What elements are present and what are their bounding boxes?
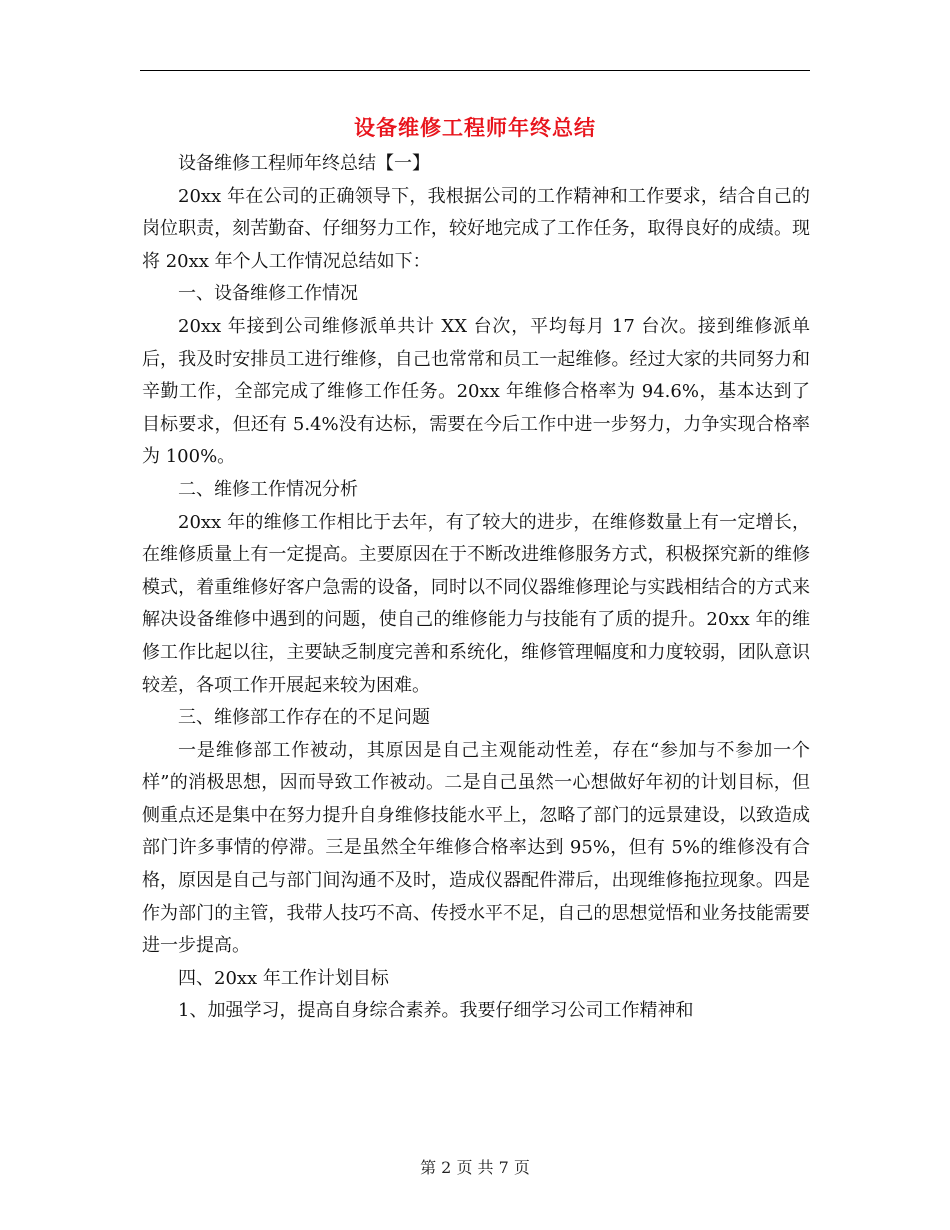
section-heading: 二、维修工作情况分析 — [178, 478, 358, 500]
section-heading: 设备维修工程师年终总结【一】 — [178, 153, 430, 174]
section-heading: 一、设备维修工作情况 — [178, 283, 358, 305]
document-body — [142, 148, 810, 1028]
section-heading: 三、维修部工作存在的不足问题 — [178, 707, 430, 729]
section-heading: 四、20xx 年工作计划目标 — [178, 967, 389, 989]
body-paragraph: 20xx 年的维修工作相比于去年，有了较大的进步，在维修数量上有一定增长，在维修质量上有一定提高。主要原因在于不断改进维修服务方式，积极探究新的维修模式，着重维修好客户急需的设备，同时以不同仪器维修理论与实践相结合的方式来解决设备维修中遇到的问题，使自己的维修能力与技能有了质的提升。20xx 年的维修工作比起以往，主要缺乏制度完善和系统化，维修管理幅度和力度较弱，团队意识较差，各项工作开展起来较为困难。 — [142, 511, 810, 696]
body-paragraph: 20xx 年接到公司维修派单共计 XX 台次，平均每月 17 台次。接到维修派单后，我及时安排员工进行维修，自己也常常和员工一起维修。经过大家的共同努力和辛勤工作，全部完成了维修工作任务。20xx 年维修合格率为 94.6%，基本达到了目标要求，但还有 5.4%没有达标，需要在今后工作中进一步努力，力争实现合格率为 100%。 — [142, 315, 810, 468]
header-rule — [140, 70, 810, 71]
body-paragraph: 一是维修部工作被动，其原因是自己主观能动性差，存在“参加与不参加一个样”的消极思想，因而导致工作被动。二是自己虽然一心想做好年初的计划目标，但侧重点还是集中在努力提升自身维修技能水平上，忽略了部门的远景建设，以致造成部门许多事情的停滞。三是虽然全年维修合格率达到 95%，但有 5%的维修没有合格，原因是自己与部门间沟通不及时，造成仪器配件滞后，出现维修拖拉现象。四是作为部门的主管，我带人技巧不高、传授水平不足，自己的思想觉悟和业务技能需要进一步提高。 — [142, 739, 810, 957]
document-title: 设备维修工程师年终总结 — [354, 115, 596, 140]
body-paragraph: 20xx 年在公司的正确领导下，我根据公司的工作精神和工作要求，结合自己的岗位职责，刻苦勤奋、仔细努力工作，较好地完成了工作任务，取得良好的成绩。现将 20xx 年个人工作情况总结如下： — [142, 185, 810, 272]
body-paragraph: 1、加强学习，提高自身综合素养。我要仔细学习公司工作精神和 — [178, 1000, 694, 1022]
page-number: 第 2 页 共 7 页 — [420, 1158, 530, 1177]
